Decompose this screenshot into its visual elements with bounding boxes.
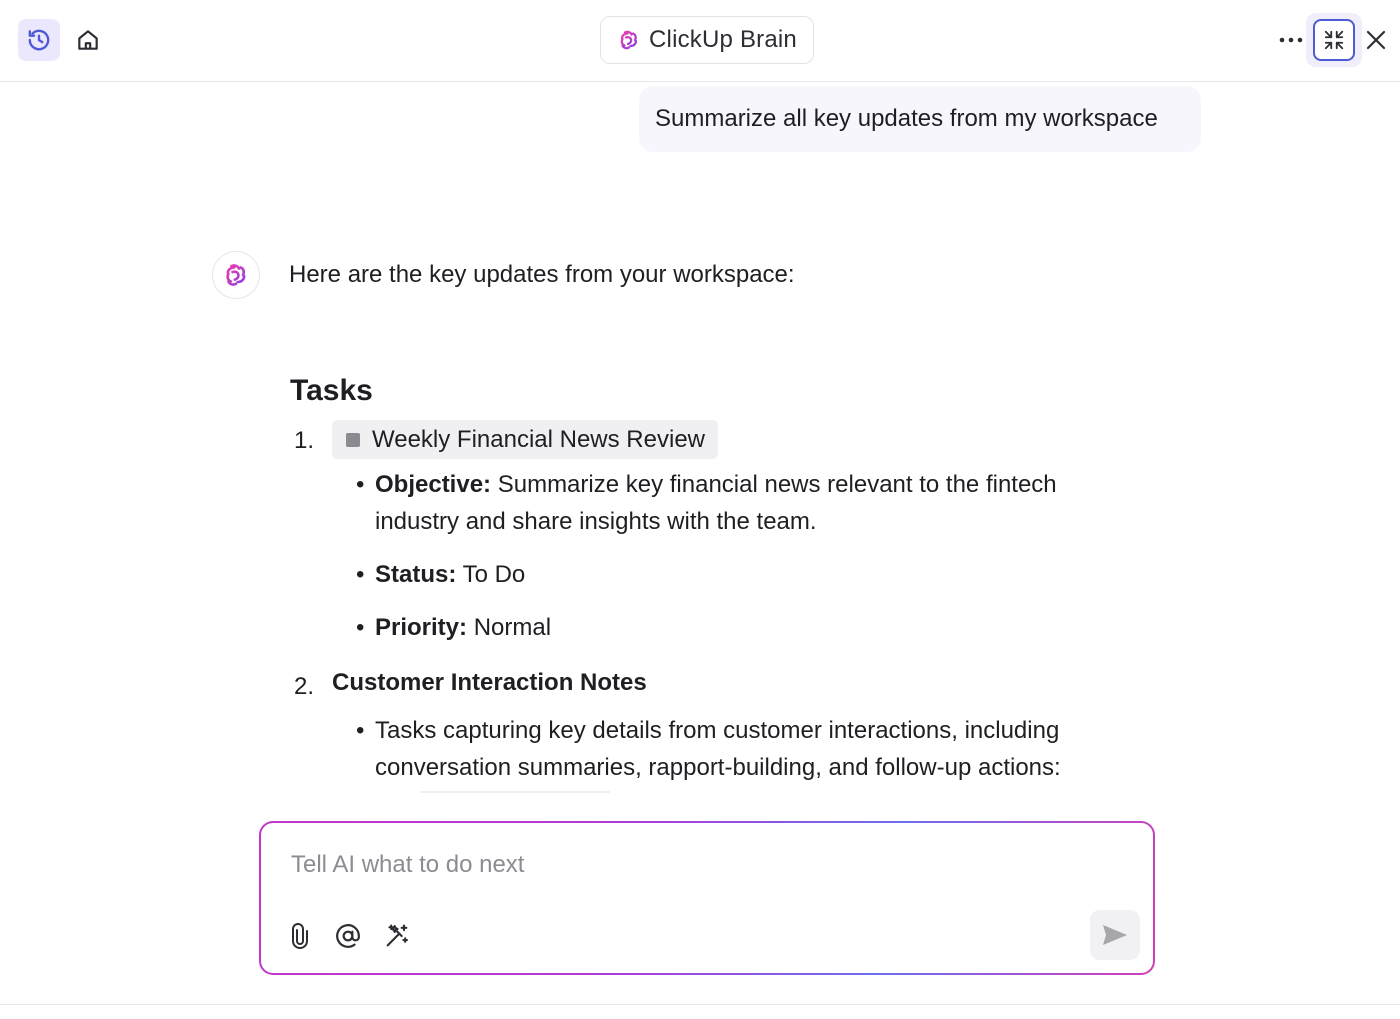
bullet-dot: • bbox=[356, 471, 365, 498]
list-number: 1. bbox=[294, 427, 315, 454]
close-button[interactable] bbox=[1360, 24, 1392, 56]
bullet-dot: • bbox=[356, 561, 365, 588]
more-options-button[interactable] bbox=[1274, 26, 1308, 54]
task-status-square-icon bbox=[346, 433, 360, 447]
top-bar bbox=[0, 0, 1400, 82]
task-title: Customer Interaction Notes bbox=[332, 669, 647, 696]
more-dots-icon bbox=[1278, 36, 1304, 44]
collapse-button[interactable] bbox=[1306, 13, 1362, 67]
list-item bbox=[356, 556, 1116, 593]
ai-intro-text: Here are the key updates from your workspace: bbox=[289, 261, 795, 288]
bullet-text: To Do bbox=[462, 561, 526, 588]
ai-avatar bbox=[212, 251, 260, 299]
history-icon bbox=[26, 27, 52, 53]
list-item bbox=[356, 609, 1116, 646]
send-icon bbox=[1101, 923, 1129, 947]
bullet-dot: • bbox=[356, 614, 365, 641]
user-message-bubble bbox=[639, 86, 1201, 152]
list-item bbox=[356, 466, 1116, 540]
section-heading-tasks: Tasks bbox=[290, 374, 373, 407]
page-title: ClickUp Brain bbox=[649, 26, 797, 53]
brain-logo-icon bbox=[617, 28, 641, 52]
attach-icon bbox=[288, 923, 312, 949]
task-link-chip[interactable] bbox=[332, 420, 718, 459]
send-button[interactable] bbox=[1090, 910, 1140, 960]
truncated-content-hint bbox=[420, 791, 610, 793]
chat-thread bbox=[0, 83, 1400, 795]
assistant-title-pill[interactable] bbox=[600, 16, 814, 64]
collapse-icon bbox=[1323, 29, 1345, 51]
bullet-label: Objective: bbox=[375, 471, 492, 498]
brain-logo-icon bbox=[222, 261, 250, 289]
bullet-label: Status: bbox=[375, 561, 457, 588]
task-title: Weekly Financial News Review bbox=[372, 425, 705, 453]
history-button[interactable] bbox=[18, 19, 60, 61]
bullet-text: Summarize key financial news relevant to the fintech industry and share insights with the team. bbox=[375, 471, 1057, 535]
prompt-composer-inner bbox=[261, 823, 1153, 973]
prompt-composer bbox=[259, 821, 1155, 975]
ai-actions-button[interactable] bbox=[380, 919, 414, 953]
home-button[interactable] bbox=[70, 22, 106, 58]
prompt-input[interactable] bbox=[291, 845, 1091, 885]
list-number: 2. bbox=[294, 673, 315, 700]
attach-button[interactable] bbox=[283, 919, 317, 953]
mention-icon bbox=[335, 923, 361, 949]
collapse-button-frame bbox=[1313, 19, 1355, 61]
magic-wand-icon bbox=[383, 922, 411, 950]
list-item bbox=[356, 712, 1116, 786]
close-icon bbox=[1365, 29, 1387, 51]
bullet-label: Priority: bbox=[375, 614, 468, 641]
user-message-text: Summarize all key updates from my workspace bbox=[655, 105, 1158, 132]
mention-button[interactable] bbox=[331, 919, 365, 953]
bullet-text: Normal bbox=[473, 614, 552, 641]
bullet-dot: • bbox=[356, 717, 365, 744]
bottom-divider bbox=[0, 1004, 1400, 1005]
bullet-text: Tasks capturing key details from customer interactions, including conversation summaries, rapport-building, and follow-up actions: bbox=[375, 717, 1061, 781]
home-icon bbox=[75, 27, 101, 53]
